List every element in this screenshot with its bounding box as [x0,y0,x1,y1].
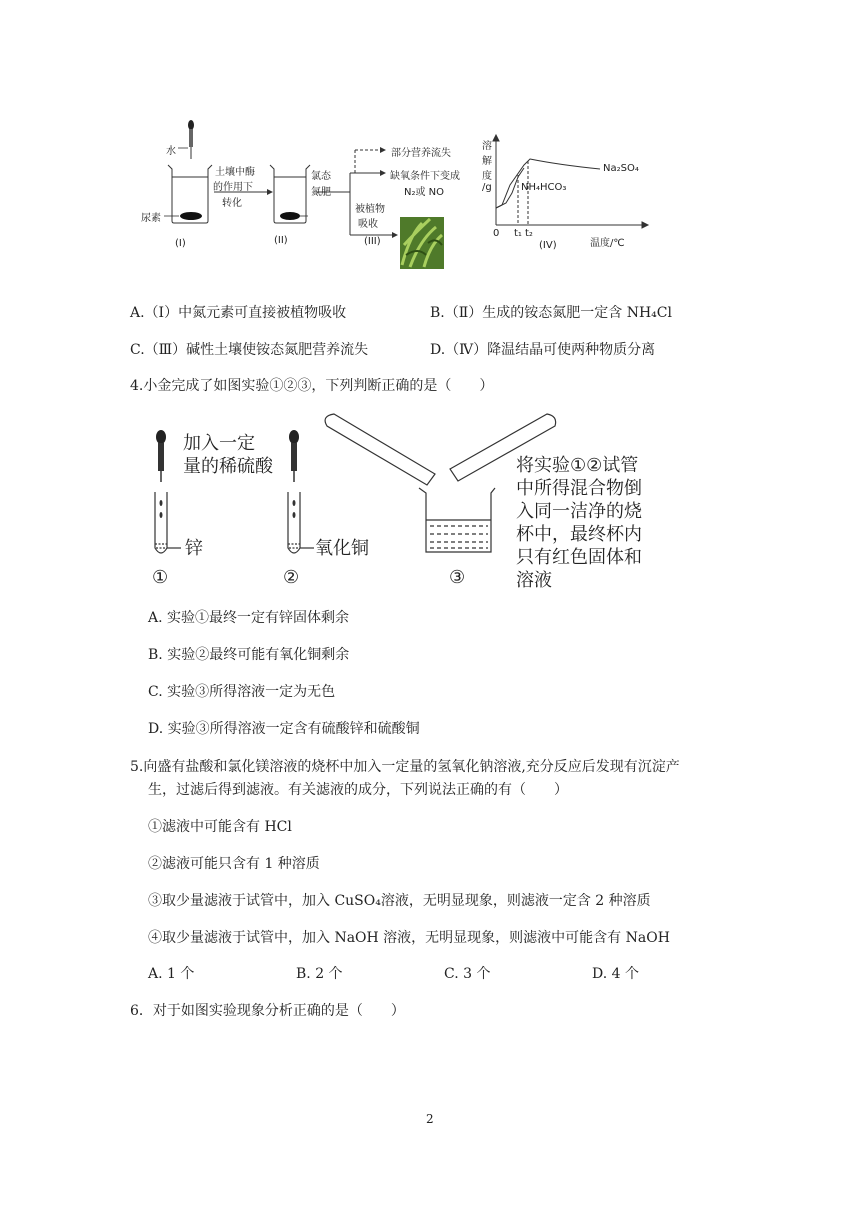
experiment-3-number: ③ [449,567,466,588]
q5-stem-line-1: 5.向盛有盐酸和氯化镁溶液的烧杯中加入一定量的氢氧化钠溶液,充分反应后发现有沉淀产 [130,759,680,775]
q5-statement-2: ②滤液可能只含有 1 种溶质 [148,856,320,872]
fig-label-2: (II) [274,235,288,246]
plant-image [400,217,444,269]
arrow-label-3: 转化 [222,198,242,209]
ammonium-label-1: 氯态 [311,171,331,182]
test-tube-1 [155,492,181,553]
gases-label: N₂或 NO [404,187,445,198]
note-line-3: 入同一洁净的烧 [516,501,642,522]
chart-origin: 0 [493,228,500,239]
note-line-6: 溶液 [516,570,552,591]
series-nh4hco3: NH₄HCO₃ [521,182,567,193]
experiment-1-number: ① [152,567,169,588]
absorb-label-1: 被植物 [355,204,385,215]
note-line-5: 只有红色固体和 [516,547,642,568]
tilted-tube-left [325,414,435,485]
fig-label-3: (III) [364,236,381,247]
chart-t2: t₂ [525,228,533,239]
water-label: 水 [166,146,176,157]
series-na2so4: Na₂SO₄ [603,163,639,174]
experiment-2-number: ② [283,567,300,588]
dropper-1-icon [156,430,166,482]
dropper-icon [188,120,194,159]
fig-label-4: (IV) [539,240,557,251]
q6-stem: 6．对于如图实验现象分析正确的是（ ） [130,1003,405,1019]
solubility-chart [493,135,648,228]
absorb-label-2: 吸收 [358,219,378,230]
arrow-label-2: 的作用下 [213,182,253,193]
beaker-3 [419,488,495,552]
q5-statement-3: ③取少量滤液于试管中，加入 CuSO₄溶液，无明显现象，则滤液一定含 2 种溶质 [148,893,651,909]
q4-option-a: A. 实验①最终一定有锌固体剩余 [148,610,350,626]
add-acid-label-2: 量的稀硫酸 [183,456,273,477]
urea-solid [180,212,202,220]
note-line-4: 杯中，最终杯内 [516,524,642,545]
q4-option-b: B. 实验②最终可能有氧化铜剩余 [148,647,350,663]
chart-ylabel-1: 溶 [482,141,492,152]
page-number: 2 [426,1112,434,1126]
urea-label: 尿素 [141,213,161,224]
test-tube-2 [288,492,314,553]
chart-ylabel-3: 度 [482,171,492,182]
arrow-label-1: 土壤中酶 [215,167,255,178]
chart-xlabel: 温度/℃ [590,238,625,249]
q5-stem-line-2: 生，过滤后得到滤液。有关滤液的成分，下列说法正确的有（ ） [148,782,568,798]
note-line-1: 将实验①②试管 [516,455,639,476]
fig-label-1: (I) [175,238,186,249]
chart-t1: t₁ [514,228,522,239]
q3-option-a: A.（Ⅰ）中氮元素可直接被植物吸收 [130,305,347,321]
q5-option-a: A. 1 个 [148,966,195,982]
q3-option-d: D.（Ⅳ）降温结晶可使两种物质分离 [430,342,656,358]
note-line-2: 中所得混合物倒 [516,478,642,499]
q5-option-b: B. 2 个 [296,966,343,982]
chart-ylabel-4: /g [482,182,492,193]
q5-option-d: D. 4 个 [592,966,639,982]
q5-statement-1: ①滤液中可能含有 HCl [148,819,292,835]
copper-oxide-label: 氧化铜 [315,538,369,559]
ammonium-label-2: 氮肥 [311,187,331,198]
chart-ylabel-2: 解 [482,156,492,167]
anoxic-label: 缺氧条件下变成 [390,171,460,182]
nh4hco3-curve [496,168,524,208]
q3-option-b: B.（Ⅱ）生成的铵态氮肥一定含 NH₄Cl [430,305,672,321]
zinc-label: 锌 [185,538,203,559]
q5-statement-4: ④取少量滤液于试管中，加入 NaOH 溶液，无明显现象，则滤液中可能含有 NaOH [148,930,670,946]
q4-option-d: D. 实验③所得溶液一定含有硫酸锌和硫酸铜 [148,721,420,737]
nitrogen-process-diagram [130,115,650,275]
add-acid-label-1: 加入一定 [183,433,255,454]
dropper-2-icon [289,430,299,482]
q4-option-c: C. 实验③所得溶液一定为无色 [148,684,336,700]
q3-option-c: C.（Ⅲ）碱性土壤使铵态氮肥营养流失 [130,342,369,358]
q5-option-c: C. 3 个 [444,966,491,982]
loss-label: 部分营养流失 [391,148,451,159]
q4-stem: 4.小金完成了如图实验①②③，下列判断正确的是（ ） [130,378,494,394]
